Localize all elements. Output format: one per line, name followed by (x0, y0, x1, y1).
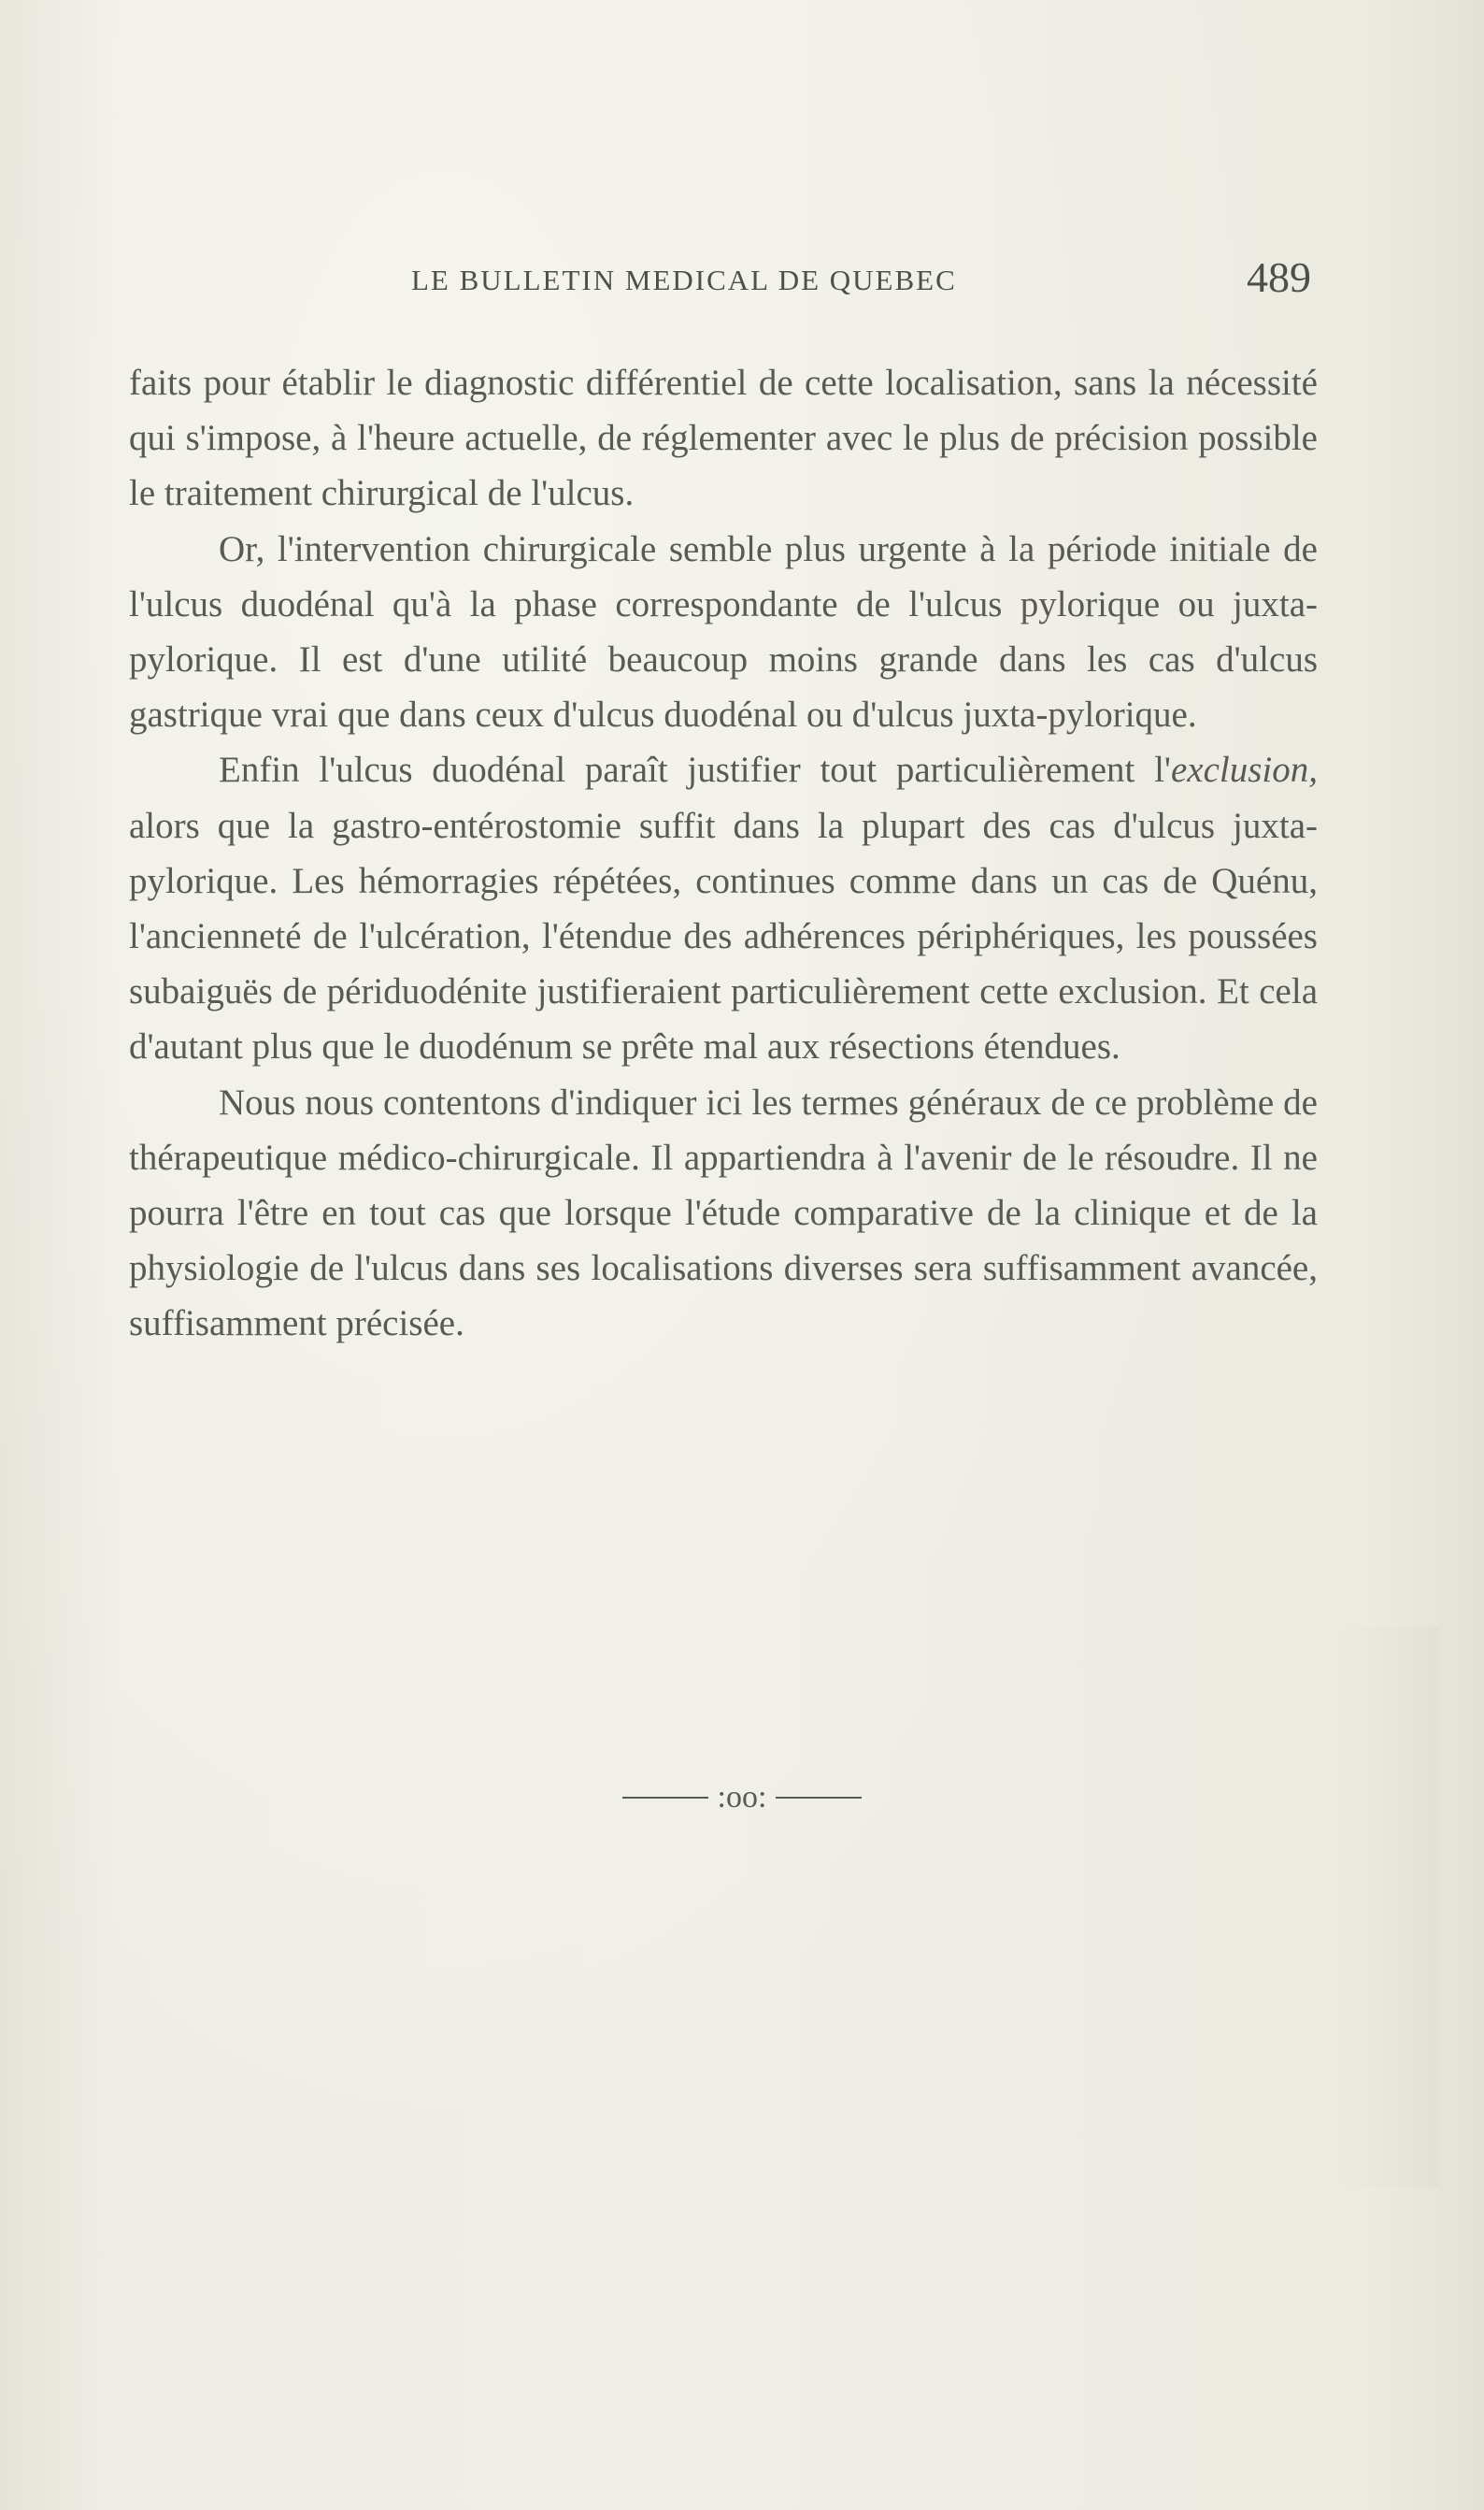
running-header (0, 252, 1484, 308)
paragraph-1: faits pour établir le diagnostic différentiel de cette localisation, sans la nécessité qui s'impose, à l'heure actuelle, de réglementer avec le plus de précision possible le traitement chirurgical de l'ulcus. (129, 363, 1318, 514)
separator-rule-left (622, 1797, 708, 1799)
separator-rule-right (776, 1797, 862, 1799)
body-text (129, 355, 1318, 1352)
separator-mark: :oo: (717, 1780, 767, 1814)
italic-term-exclusion: exclusion, (1170, 750, 1318, 791)
paper-show-through (1327, 1627, 1439, 2187)
running-title: LE BULLETIN MEDICAL DE QUEBEC (411, 264, 957, 296)
paragraph-3 (129, 742, 1318, 1074)
paragraph-3-start: Enfin l'ulcus duodénal paraît justifier tout particulièrement l' (219, 750, 1171, 791)
paragraph-3-rest: alors que la gastro-entérostomie suffit dans la plupart des cas d'ulcus juxta-pylorique. Les hémorragies répétées, continues comme dans un cas de Quénu, l'ancienneté de l'ulcération, l'étendue des adhérences périphériques, les poussées subaiguës de périduodénite justifieraient particulièrement cette exclusion. Et cela d'autant plus que le duodénum se prête mal aux résections étendues. (129, 805, 1318, 1068)
paragraph-4: Nous nous contentons d'indiquer ici les termes généraux de ce problème de thérapeutique médico-chirurgicale. Il appartiendra à l'avenir de le résoudre. Il ne pourra l'être en tout cas que lorsque l'étude comparative de la clinique et de la physiologie de l'ulcus dans ses localisations diverses sera suffisamment avancée, suffisamment précisée. (129, 1082, 1318, 1344)
section-separator (0, 1780, 1484, 1827)
page-number: 489 (1247, 253, 1311, 301)
paragraph-2: Or, l'intervention chirurgicale semble plus urgente à la période initiale de l'ulcus duodénal qu'à la phase correspondante de l'ulcus pylorique ou juxta-pylorique. Il est d'une utilité beaucoup moins grande dans les cas d'ulcus gastrique vrai que dans ceux d'ulcus duodénal ou d'ulcus juxta-pylorique. (129, 528, 1318, 736)
